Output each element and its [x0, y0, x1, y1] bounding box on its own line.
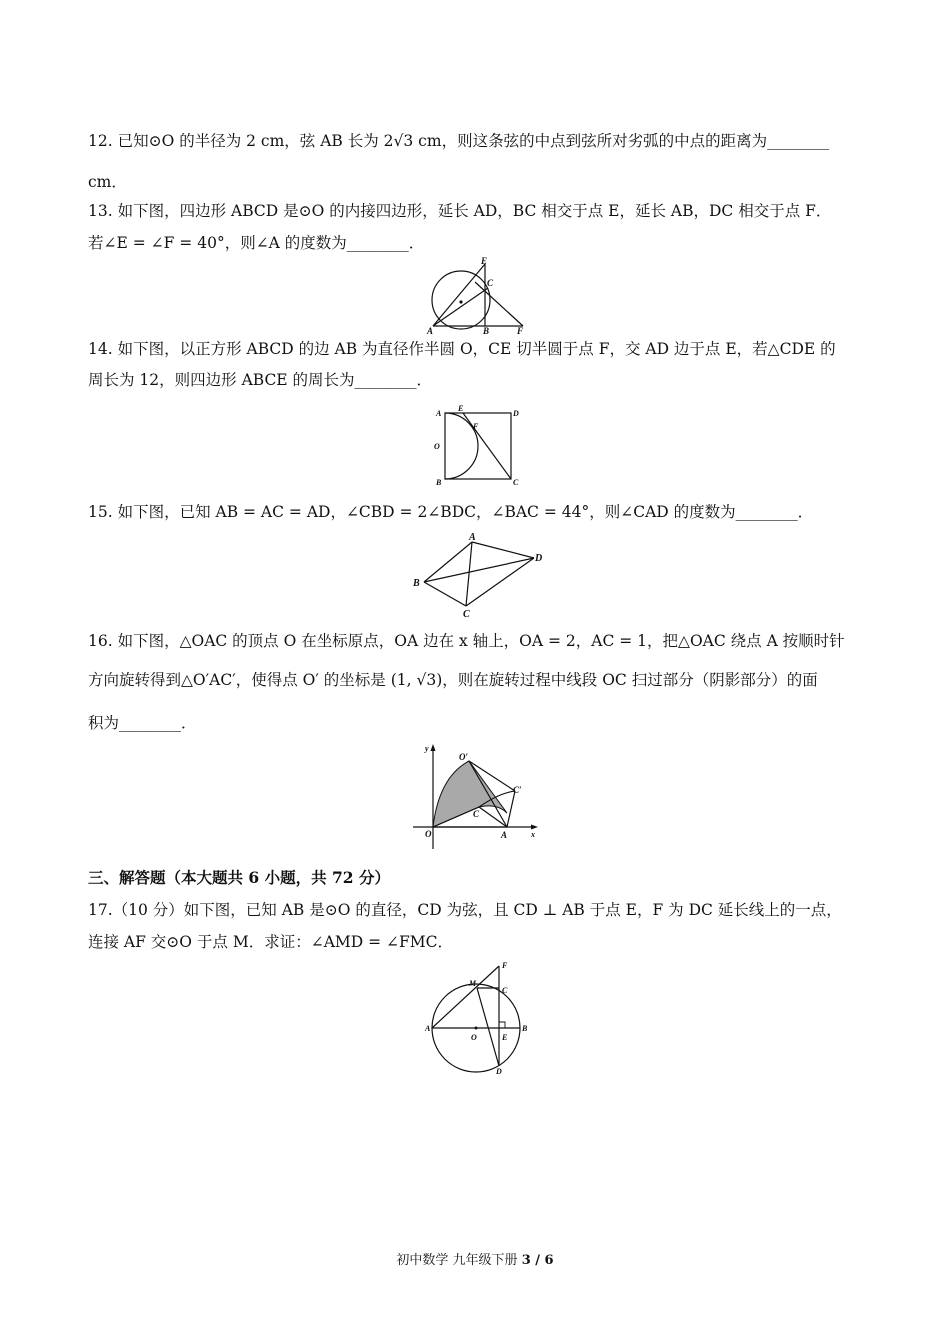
- section3-heading: 三、解答题（本大题共 6 小题，共 72 分）: [88, 868, 390, 887]
- q16-label-A: A: [501, 830, 508, 840]
- q13-label-E: E: [481, 256, 488, 266]
- q16-figure: [405, 741, 545, 853]
- q17-label-B: B: [522, 1024, 528, 1033]
- q14-label-C: C: [513, 478, 519, 487]
- q17-label-C: C: [502, 986, 508, 995]
- q17-label-O: O: [471, 1033, 477, 1042]
- q16-label-y: y: [425, 744, 429, 753]
- q16-label-C-prime: C′: [513, 785, 522, 795]
- q16-label-O-prime: O′: [459, 752, 469, 762]
- q14-label-F: F: [473, 422, 479, 431]
- q16-label-x: x: [531, 830, 535, 839]
- page-number: 3 / 6: [521, 1253, 554, 1268]
- q16-label-C: C: [473, 809, 480, 819]
- q13-label-A: A: [427, 326, 434, 336]
- q16-label-O: O: [425, 829, 432, 839]
- q17-line2: 连接 AF 交⊙O 于点 M．求证：∠AMD = ∠FMC．: [88, 933, 454, 951]
- q13-label-F: F: [517, 326, 524, 336]
- q13-figure: [425, 256, 535, 336]
- q17-label-D: D: [496, 1067, 502, 1076]
- q17-label-M: M: [469, 979, 477, 988]
- q16-line1: 16. 如下图，△OAC 的顶点 O 在坐标原点，OA 边在 x 轴上，OA = 2，AC = 1，把△OAC 绕点 A 按顺时针: [88, 632, 845, 650]
- q13-label-B: B: [483, 326, 490, 336]
- q13-line1: 13. 如下图，四边形 ABCD 是⊙O 的内接四边形，延长 AD，BC 相交于点 E，延长 AB，DC 相交于点 F．: [88, 202, 832, 220]
- q14-label-O: O: [434, 442, 440, 451]
- q13-center-dot: [459, 300, 462, 303]
- q17-label-E: E: [502, 1033, 508, 1042]
- q16-shaded-region: [433, 761, 507, 827]
- q16-line3: 积为________．: [88, 714, 197, 732]
- q14-label-E: E: [458, 404, 464, 413]
- q17-figure: [425, 958, 535, 1076]
- q14-line1: 14. 如下图，以正方形 ABCD 的边 AB 为直径作半圆 O，CE 切半圆于点 F，交 AD 边于点 E，若△CDE 的: [88, 340, 836, 358]
- q12-line1: 12. 已知⊙O 的半径为 2 cm，弦 AB 长为 2√3 cm，则这条弦的中点到弦所对劣弧的中点的距离为________: [88, 132, 830, 150]
- q17-label-F: F: [502, 961, 508, 970]
- q13-line2: 若∠E = ∠F = 40°，则∠A 的度数为________．: [88, 234, 425, 252]
- q14-figure: [433, 403, 523, 487]
- q17-label-A: A: [425, 1024, 431, 1033]
- q15-label-D: D: [535, 553, 543, 564]
- q13-label-C: C: [487, 278, 494, 288]
- footer-text: 初中数学 九年级下册: [396, 1253, 522, 1268]
- q12-line2: cm．: [88, 173, 127, 191]
- q14-label-D: D: [513, 409, 519, 418]
- page-footer: [0, 1249, 950, 1268]
- q17-line1: 17.（10 分）如下图，已知 AB 是⊙O 的直径，CD 为弦，且 CD ⊥ AB 于点 E，F 为 DC 延长线上的一点，: [88, 901, 842, 919]
- q15-label-C: C: [463, 609, 470, 620]
- q17-center-dot: [475, 1027, 478, 1030]
- q15-label-A: A: [469, 532, 476, 543]
- q14-label-A: A: [436, 409, 442, 418]
- q15-line1: 15. 如下图，已知 AB = AC = AD，∠CBD = 2∠BDC，∠BAC = 44°，则∠CAD 的度数为________．: [88, 503, 814, 521]
- q14-label-B: B: [436, 478, 442, 487]
- q16-line2: 方向旋转得到△O′AC′，使得点 O′ 的坐标是 (1, √3)，则在旋转过程中线段 OC 扫过部分（阴影部分）的面: [88, 671, 818, 689]
- q15-label-B: B: [413, 578, 420, 589]
- q14-line2: 周长为 12，则四边形 ABCE 的周长为________．: [88, 371, 433, 389]
- q15-figure: [410, 530, 550, 620]
